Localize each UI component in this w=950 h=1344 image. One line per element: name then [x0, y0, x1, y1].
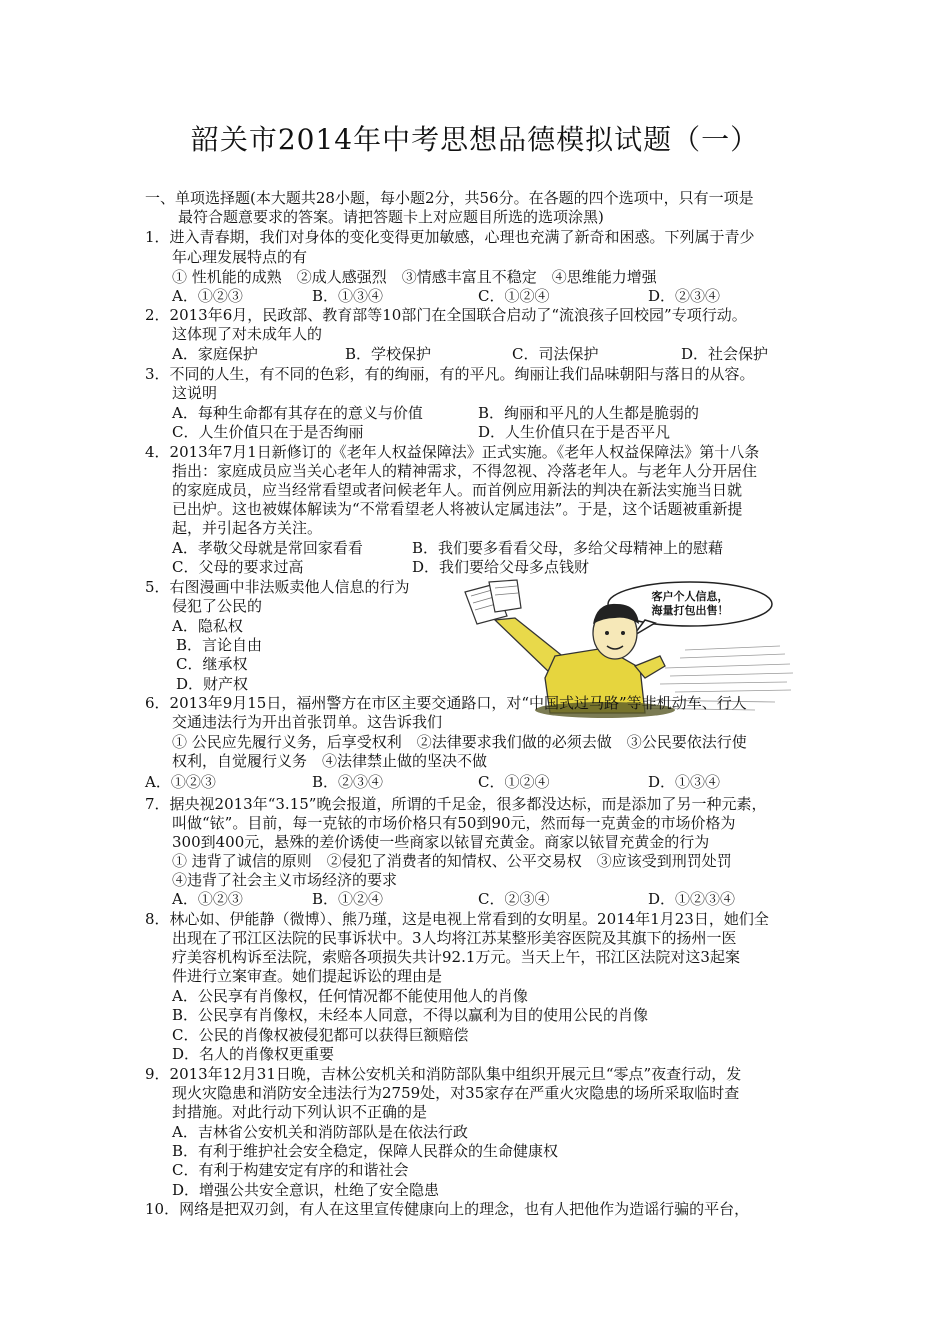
- q8-option-c: C．公民的肖像权被侵犯都可以获得巨额赔偿: [172, 1026, 469, 1044]
- q5-option-a: A．隐私权: [172, 617, 243, 635]
- q1-option-b: B．①③④: [312, 287, 384, 305]
- question-7-items: ① 违背了诚信的原则 ②侵犯了消费者的知情权、公平交易权 ③应该受到刑罚处罚: [172, 852, 732, 870]
- q9-option-c: C．有利于构建安定有序的和谐社会: [172, 1161, 409, 1179]
- question-6-items-cont: 权利，自觉履行义务 ④法律禁止做的坚决不做: [172, 752, 488, 770]
- question-8-cont: 件进行立案审查。她们提起诉讼的理由是: [172, 967, 443, 985]
- question-4-cont: 已出炉。这也被媒体解读为“不常看望老人将被认定属违法”。于是，这个话题被重新提: [172, 500, 743, 518]
- question-2-cont: 这体现了对未成年人的: [172, 325, 323, 343]
- q6-option-c: C．①②④: [478, 773, 550, 791]
- question-7-cont: 300到400元，悬殊的差价诱使一些商家以铱冒充黄金。商家以铱冒充黄金的行为: [172, 833, 710, 851]
- question-4-cont: 指出：家庭成员应当关心老年人的精神需求，不得忽视、冷落老年人。与老年人分开居住: [172, 462, 758, 480]
- question-8-cont: 疗美容机构诉至法院，索赔各项损失共计92.1万元。当天上午，邗江区法院对这3起案: [172, 948, 740, 966]
- q9-option-b: B．有利于维护社会安全稳定，保障人民群众的生命健康权: [172, 1142, 559, 1160]
- question-7-cont: 叫做“铱”。目前，每一克铱的市场价格只有50到90元，然而每一克黄金的市场价格为: [172, 814, 736, 832]
- question-6-cont: 交通违法行为开出首张罚单。这告诉我们: [172, 713, 443, 731]
- q4-option-d: D．我们要给父母多点钱财: [412, 558, 590, 576]
- q6-option-d: D．①③④: [648, 773, 721, 791]
- speech-bubble-text-2: 海量打包出售！: [651, 604, 729, 617]
- question-9: 9．2013年12月31日晚，吉林公安机关和消防部队集中组织开展元旦“零点”夜查行动，发: [145, 1065, 742, 1083]
- question-4-cont: 起，并引起各方关注。: [172, 519, 323, 537]
- q5-option-b: B．言论自由: [176, 636, 263, 654]
- q7-option-a: A．①②③: [172, 890, 243, 908]
- q8-option-d: D．名人的肖像权更重要: [172, 1045, 335, 1063]
- question-8-cont: 出现在了邗江区法院的民事诉状中。3人均将江苏某整形美容医院及其旗下的扬州一医: [172, 929, 737, 947]
- question-7-items-cont: ④违背了社会主义市场经济的要求: [172, 871, 398, 889]
- q1-option-d: D．②③④: [648, 287, 721, 305]
- question-9-cont: 现火灾隐患和消防安全违法行为2759处，对35家存在严重火灾隐患的场所采取临时查: [172, 1084, 740, 1102]
- question-1-items: ① 性机能的成熟 ②成人感强烈 ③情感丰富且不稳定 ④思维能力增强: [172, 268, 657, 286]
- q2-option-d: D．社会保护: [681, 345, 769, 363]
- q5-option-c: C．继承权: [176, 655, 248, 673]
- question-3-cont: 这说明: [172, 384, 218, 402]
- question-9-cont: 封措施。对此行动下列认识不正确的是: [172, 1103, 428, 1121]
- q1-option-c: C．①②④: [478, 287, 550, 305]
- question-10: 10．网络是把双刃剑，有人在这里宣传健康向上的理念，也有人把他作为造谣行骗的平台，: [145, 1200, 750, 1218]
- q3-option-b: B．绚丽和平凡的人生都是脆弱的: [478, 404, 700, 422]
- q8-option-b: B．公民享有肖像权，未经本人同意，不得以赢利为目的使用公民的肖像: [172, 1006, 649, 1024]
- question-4-cont: 的家庭成员，应当经常看望或者问候老年人。而首例应用新法的判决在新法实施当日就: [172, 481, 743, 499]
- question-2: 2．2013年6月，民政部、教育部等10部门在全国联合启动了“流浪孩子回校园”专项行动。: [145, 306, 747, 324]
- q6-option-b: B．②③④: [312, 773, 384, 791]
- question-8: 8．林心如、伊能静（微博）、熊乃瑾，这是电视上常看到的女明星。2014年1月23日，她们全: [145, 910, 769, 928]
- section-heading-cont: 最符合题意要求的答案。请把答题卡上对应题目所选的选项涂黑): [178, 208, 604, 226]
- q3-option-a: A．每种生命都有其存在的意义与价值: [172, 404, 423, 422]
- q7-option-c: C．②③④: [478, 890, 550, 908]
- question-4: 4．2013年7月1日新修订的《老年人权益保障法》正式实施。《老年人权益保障法》第十八条: [145, 443, 760, 461]
- speech-bubble-text-1: 客户个人信息，: [651, 590, 729, 603]
- question-6: 6．2013年9月15日，福州警方在市区主要交通路口，对“中国式过马路”等非机动车、行人: [145, 694, 747, 712]
- q4-option-c: C．父母的要求过高: [172, 558, 304, 576]
- q9-option-a: A．吉林省公安机关和消防部队是在依法行政: [172, 1123, 468, 1141]
- q3-option-d: D．人生价值只在于是否平凡: [478, 423, 671, 441]
- question-7: 7．据央视2013年“3.15”晚会报道，所谓的千足金，很多都没达标，而是添加了另一种元素，: [145, 795, 767, 813]
- question-1: 1．进入青春期，我们对身体的变化变得更加敏感，心理也充满了新奇和困惑。下列属于青少: [145, 228, 755, 246]
- q1-option-a: A．①②③: [172, 287, 243, 305]
- question-6-items: ① 公民应先履行义务，后享受权利 ②法律要求我们做的必须去做 ③公民要依法行使: [172, 733, 747, 751]
- q2-option-c: C．司法保护: [512, 345, 599, 363]
- q5-option-d: D．财产权: [176, 675, 249, 693]
- q2-option-a: A．家庭保护: [172, 345, 258, 363]
- held-papers: [465, 580, 521, 624]
- q2-option-b: B．学校保护: [345, 345, 432, 363]
- question-3: 3．不同的人生，有不同的色彩，有的绚丽，有的平凡。绚丽让我们品味朝阳与落日的从容。: [145, 365, 755, 383]
- q4-option-b: B．我们要多看看父母，多给父母精神上的慰藉: [412, 539, 724, 557]
- q4-option-a: A．孝敬父母就是常回家看看: [172, 539, 363, 557]
- section-heading: 一、单项选择题(本大题共28小题，每小题2分，共56分。在各题的四个选项中，只有一项是: [145, 189, 754, 207]
- q9-option-d: D．增强公共安全意识，杜绝了安全隐患: [172, 1181, 440, 1199]
- question-1-cont: 年心理发展特点的有: [172, 248, 308, 266]
- question-5-cont: 侵犯了公民的: [172, 597, 263, 615]
- q7-option-d: D．①②③④: [648, 890, 736, 908]
- page-title: 韶关市2014年中考思想品德模拟试题（一）: [190, 123, 760, 156]
- q3-option-c: C．人生价值只在于是否绚丽: [172, 423, 364, 441]
- question-5: 5．右图漫画中非法贩卖他人信息的行为: [145, 578, 410, 596]
- q7-option-b: B．①②④: [312, 890, 384, 908]
- q6-option-a: A．①②③: [145, 773, 216, 791]
- q8-option-a: A．公民享有肖像权，任何情况都不能使用他人的肖像: [172, 987, 528, 1005]
